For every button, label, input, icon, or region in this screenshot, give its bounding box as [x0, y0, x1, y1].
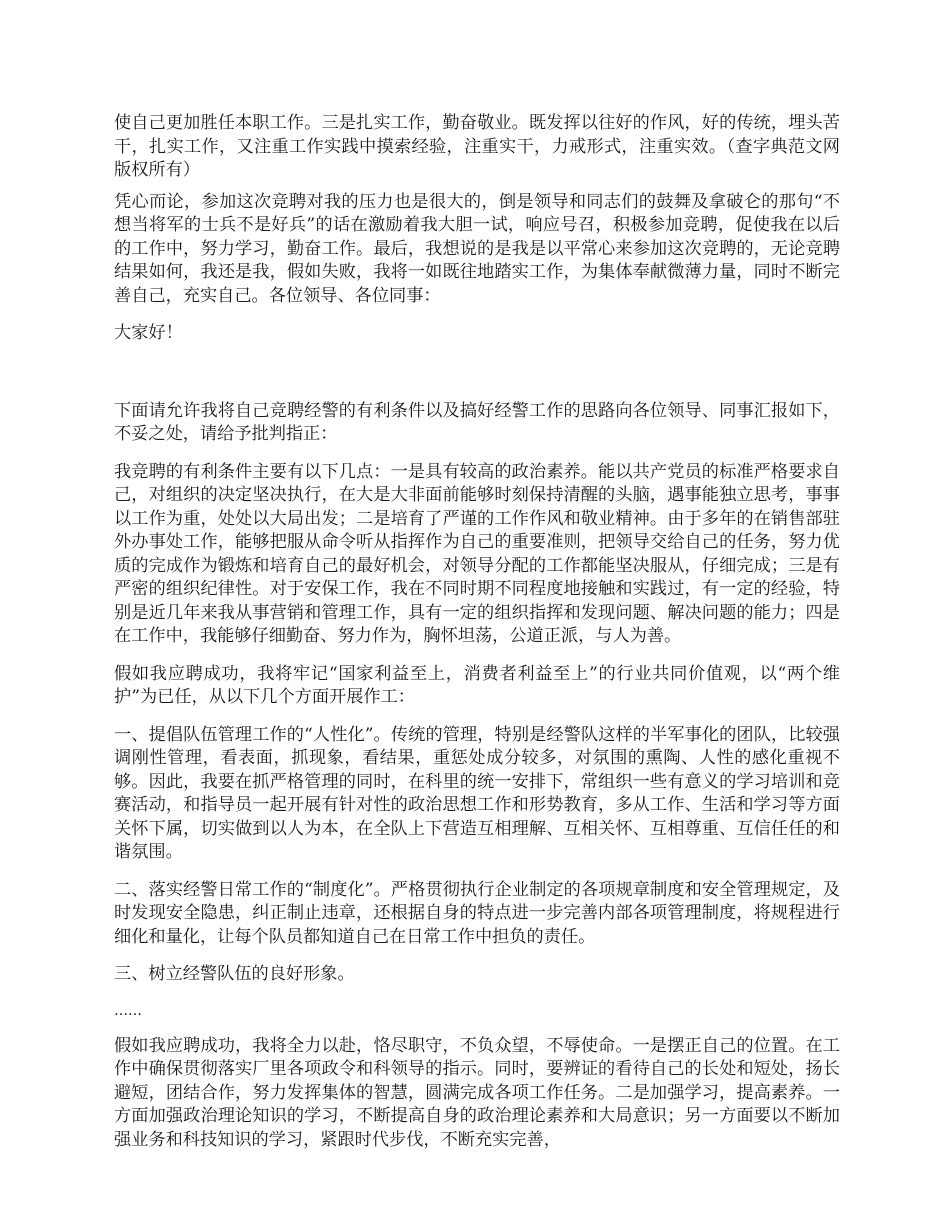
paragraph-greeting: 大家好！: [114, 323, 183, 343]
blank-space: [114, 360, 840, 400]
paragraph-point-two: 二、落实经警日常工作的“制度化”。严格贯彻执行企业制定的各项规章制度和安全管理规定，及时发现安全隐患，纠正制止违章，还根据自身的特点进一步完善内部各项管理制度，将规程进行细化和量化，让每个队员都知道自己在日常工作中担负的责任。: [114, 879, 840, 947]
paragraph-advantages: 我竞聘的有利条件主要有以下几点：一是具有较高的政治素养。能以共产党员的标准严格要求自己，对组织的决定坚决执行，在大是大非面前能够时刻保持清醒的头脑，遇事能独立思考，事事以工作为重，处处以大局出发；二是培育了严谨的工作作风和敬业精神。由于多年的在销售部驻外办事处工作，能够把服从命令听从指挥作为自己的重要准则，把领导交给自己的任务，努力优质的完成作为锻炼和培育自己的最好机会，对领导分配的工作都能坚决服从，仔细完成；三是有严密的组织纪律性。对于安保工作，我在不同时期不同程度地接触和实践过，有一定的经验，特别是近几年来我从事营销和管理工作，具有一定的组织指挥和发现问题、解决问题的能力；四是在工作中，我能够仔细勤奋、努力作为，胸怀坦荡，公道正派，与人为善。: [114, 461, 840, 646]
paragraph-plan-intro: 假如我应聘成功，我将牢记“国家利益至上，消费者利益至上”的行业共同价值观，以“两个维护”为已任，从以下几个方面开展作工：: [114, 663, 840, 707]
paragraph-introduction: 下面请允许我将自己竞聘经警的有利条件以及搞好经警工作的思路向各位领导、同事汇报如下，不妥之处，请给予批判指正：: [114, 400, 840, 444]
paragraph-commitment: 假如我应聘成功，我将全力以赴，恪尽职守，不负众望，不辱使命。一是摆正自己的位置。在工作中确保贯彻落实厂里各项政令和科领导的指示。同时，要辨证的看待自己的长处和短处，扬长避短，团结合作，努力发挥集体的智慧，圆满完成各项工作任务。二是加强学习，提高素养。一方面加强政治理论知识的学习，不断提高自身的政治理论素养和大局意识；另一方面要以不断加强业务和科技知识的学习，紧跟时代步伐，不断充实完善，: [114, 1035, 840, 1150]
paragraph-ellipsis: ……: [114, 1002, 142, 1019]
paragraph-motivation: 凭心而论，参加这次竞聘对我的压力也是很大的，倒是领导和同志们的鼓舞及拿破仑的那句“不想当将军的士兵不是好兵”的话在激励着我大胆一试，响应号召，积极参加竞聘，促使我在以后的工作中，努力学习，勤奋工作。最后，我想说的是我是以平常心来参加这次竞聘的，无论竞聘结果如何，我还是我，假如失败，我将一如既往地踏实工作，为集体奉献微薄力量，同时不断完善自己，充实自己。各位领导、各位同事：: [114, 191, 840, 306]
paragraph-work-attitude: 使自己更加胜任本职工作。三是扎实工作，勤奋敬业。既发挥以往好的作风，好的传统，埋头苦干，扎实工作，又注重工作实践中摸索经验，注重实干，力戒形式，注重实效。（查字典范文网版权所有）: [114, 113, 840, 180]
paragraph-point-three: 三、树立经警队伍的良好形象。: [114, 964, 355, 984]
paragraph-point-one: 一、提倡队伍管理工作的“人性化”。传统的管理，特别是经警队这样的半军事化的团队，比较强调刚性管理，看表面，抓现象，看结果，重惩处成分较多，对氛围的熏陶、人性的感化重视不够。因此，我要在抓严格管理的同时，在科里的统一安排下，常组织一些有意义的学习培训和竞赛活动，和指导员一起开展有针对性的政治思想工作和形势教育，多从工作、生活和学习等方面关怀下属，切实做到以人为本，在全队上下营造互相理解、互相关怀、互相尊重、互信任任的和谐氛围。: [114, 724, 840, 862]
document-page: [114, 112, 840, 1166]
